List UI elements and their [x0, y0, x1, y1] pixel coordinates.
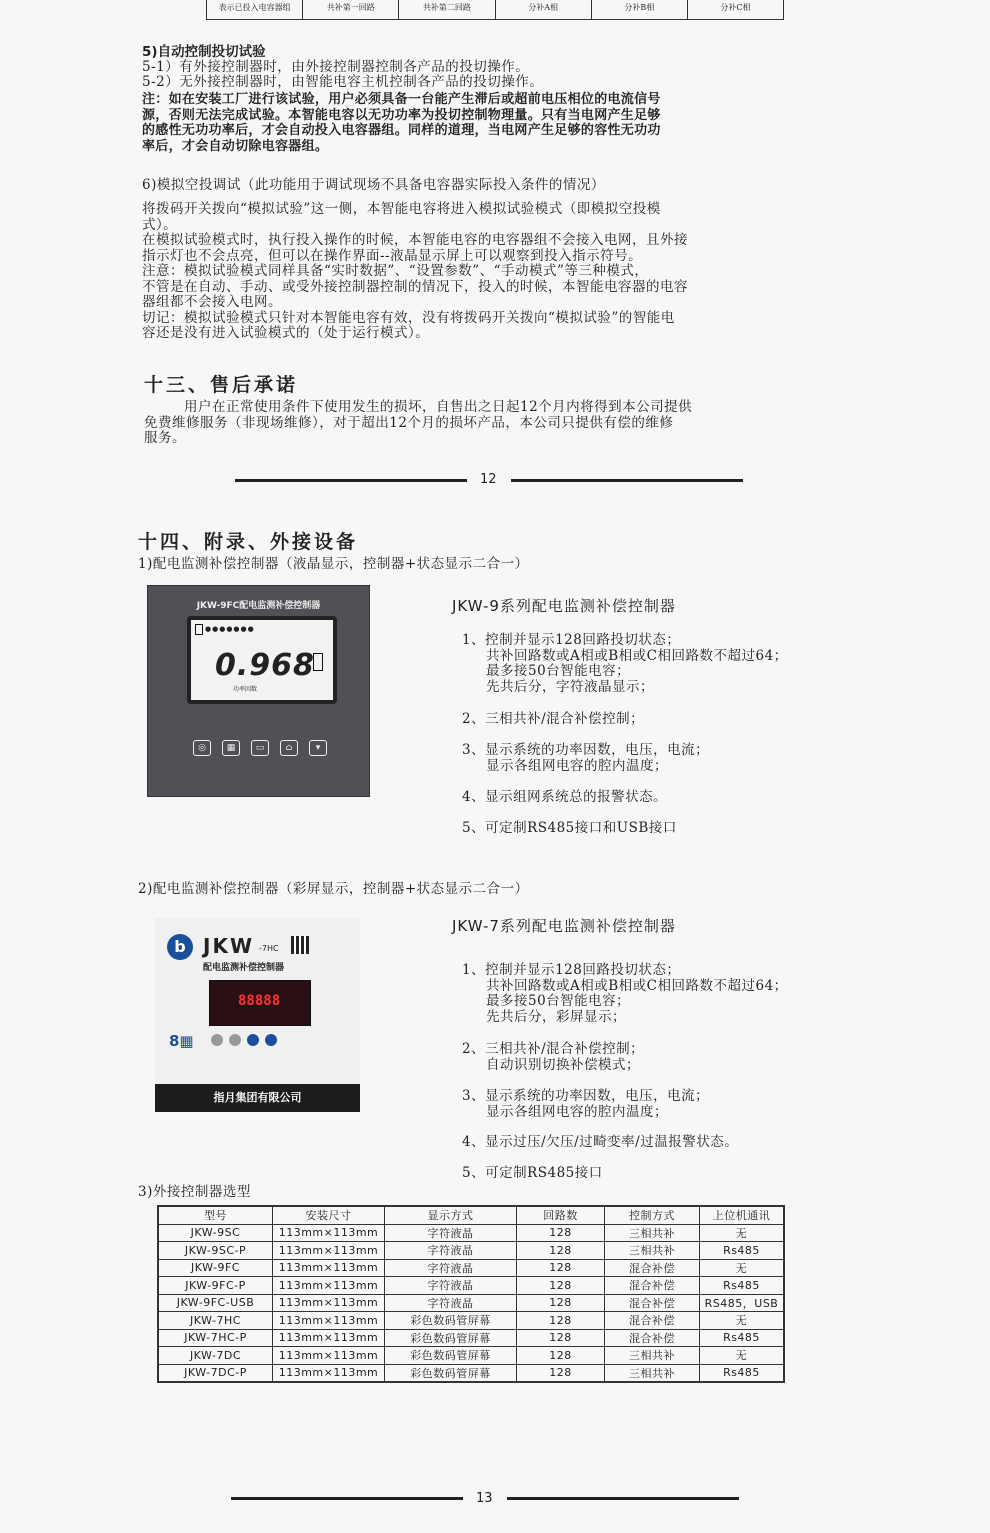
- table-cell: JKW-7HC: [158, 1312, 273, 1330]
- table-cell: 113mm×113mm: [273, 1224, 385, 1242]
- grid-button-icon: ▦: [222, 740, 240, 756]
- enter-button-icon: ▭: [251, 740, 269, 756]
- list-line: 共补回路数或A相或B相或C相回路数不超过64；: [486, 647, 788, 664]
- table-cell: 128: [517, 1312, 605, 1330]
- table-cell: 三相共补: [605, 1242, 700, 1260]
- list-line: 共补回路数或A相或B相或C相回路数不超过64；: [486, 977, 788, 994]
- table-row: [158, 1294, 784, 1312]
- table-cell: 128: [517, 1294, 605, 1312]
- list-line: 3、显示系统的功率因数，电压，电流；: [462, 742, 710, 758]
- table-cell: 128: [517, 1364, 605, 1382]
- dev1-title: JKW-9FC配电监测补偿控制器: [196, 601, 321, 611]
- page-divider-left: [231, 1497, 463, 1500]
- sec5-title: 5)自动控制投切试验: [142, 44, 266, 60]
- table-cell: 三相共补: [605, 1224, 700, 1242]
- down-button-icon: ▾: [309, 740, 327, 756]
- list-line: 3、显示系统的功率因数，电压，电流；: [462, 1088, 710, 1104]
- table-cell: 113mm×113mm: [273, 1242, 385, 1260]
- jkw7-item-3: [462, 1089, 709, 1120]
- table-cell: 113mm×113mm: [273, 1277, 385, 1295]
- sec5-line1: 5-1）有外接控制器时，由外接控制器控制各产品的投切操作。: [142, 59, 530, 75]
- table-cell: 字符液晶: [385, 1259, 517, 1277]
- sec14-sub1: 1)配电监测补偿控制器（液晶显示，控制器+状态显示二合一）: [138, 556, 529, 572]
- header-cell: 回路数: [517, 1206, 605, 1224]
- top-table-cell: 分补B相: [592, 0, 688, 19]
- table-row: [158, 1364, 784, 1382]
- top-table-strip: [206, 0, 784, 20]
- dev2-status-icon: 8▦: [169, 1032, 194, 1050]
- list-line: 先共后分，字符液晶显示；: [486, 678, 654, 695]
- table-cell: 三相共补: [605, 1364, 700, 1382]
- table-row: [158, 1329, 784, 1347]
- sec6-line: 不管是在自动、手动、或受外接控制器控制的情况下，投入的时候，本智能电容器的电容: [142, 278, 688, 295]
- table-cell: Rs485: [700, 1277, 785, 1295]
- sec13-line: 用户在正常使用条件下使用发生的损坏，自售出之日起12个月内将得到本公司提供: [184, 399, 693, 415]
- header-cell: 上位机通讯: [700, 1206, 785, 1224]
- jkw7-item-2: [462, 1042, 644, 1073]
- table-cell: JKW-9FC: [158, 1259, 273, 1277]
- sec6-line: 将拨码开关拨向“模拟试验”这一侧，本智能电容将进入模拟试验模式（即模拟空投模: [142, 201, 661, 217]
- qr-code-icon: [291, 936, 309, 954]
- sec6-line: 式）。: [142, 216, 178, 233]
- jkw9-item-4: 4、显示组网系统总的报警状态。: [462, 789, 668, 805]
- minus-button-icon: [265, 1034, 277, 1046]
- header-cell: 安装尺寸: [273, 1206, 385, 1224]
- table-cell: 混合补偿: [605, 1312, 700, 1330]
- table-cell: 混合补偿: [605, 1277, 700, 1295]
- table-cell: 无: [700, 1347, 785, 1365]
- sec6-line: 切记：模拟试验模式只针对本智能电容有效，没有将拨码开关拨向“模拟试验”的智能电: [142, 309, 675, 326]
- table-cell: JKW-9FC-USB: [158, 1294, 273, 1312]
- page-number-12: 12: [480, 472, 497, 487]
- jkw7-item-4: 4、显示过压/欠压/过畸变率/过温报警状态。: [462, 1134, 739, 1150]
- table-cell: 彩色数码管屏幕: [385, 1347, 517, 1365]
- jkw9-item-1: [462, 633, 788, 695]
- header-cell: 显示方式: [385, 1206, 517, 1224]
- table-cell: 128: [517, 1242, 605, 1260]
- table-cell: 128: [517, 1329, 605, 1347]
- sec13-body: [144, 400, 692, 447]
- jkw7-title: JKW-7系列配电监测补偿控制器: [452, 917, 676, 935]
- table-cell: 无: [700, 1259, 785, 1277]
- dev2-name: 配电监测补偿控制器: [203, 963, 285, 973]
- list-line: 最多接50台智能电容；: [486, 663, 631, 679]
- header-cell: 控制方式: [605, 1206, 700, 1224]
- sec5-note: [142, 92, 661, 154]
- top-table-cell: 共补第二回路: [399, 0, 495, 19]
- sec6-body: [142, 202, 688, 342]
- page-divider-right: [511, 479, 743, 482]
- sec13-line: 服务。: [144, 430, 186, 446]
- table-row: [158, 1259, 784, 1277]
- list-line: 2、三相共补/混合补偿控制；: [462, 1041, 645, 1057]
- sec6-line: 指示灯也不会点亮，但可以在操作界面--液晶显示屏上可以观察到投入指示符号。: [142, 247, 643, 264]
- jkw7-controller-image: [155, 918, 360, 1112]
- note-line: 注：如在安装工厂进行该试验，用户必须具备一台能产生滞后或超前电压相位的电流信号: [142, 92, 661, 107]
- table-cell: 彩色数码管屏幕: [385, 1329, 517, 1347]
- table-cell: Rs485: [700, 1242, 785, 1260]
- table-row: [158, 1277, 784, 1295]
- sec5-line2: 5-2）无外接控制器时，由智能电容主机控制各产品的投切操作。: [142, 74, 544, 90]
- jkw9-item-3: [462, 743, 709, 774]
- table-row: [158, 1347, 784, 1365]
- sec14-sub3: 3)外接控制器选型: [138, 1184, 251, 1200]
- table-cell: JKW-7HC-P: [158, 1329, 273, 1347]
- page-divider-right: [507, 1497, 739, 1500]
- table-cell: JKW-9FC-P: [158, 1277, 273, 1295]
- table-row: [158, 1224, 784, 1242]
- sec14-title: 十四、附录、外接设备: [138, 531, 359, 553]
- table-cell: 113mm×113mm: [273, 1364, 385, 1382]
- table-cell: RS485，USB: [700, 1294, 785, 1312]
- list-line: 最多接50台智能电容；: [486, 993, 631, 1009]
- table-cell: 混合补偿: [605, 1259, 700, 1277]
- lcd-value: 0.968: [215, 648, 315, 683]
- table-cell: 彩色数码管屏幕: [385, 1312, 517, 1330]
- sec14-sub2: 2)配电监测补偿控制器（彩屏显示，控制器+状态显示二合一）: [138, 881, 529, 897]
- sec13-line: 免费维修服务（非现场维修），对于超出12个月的损坏产品，本公司只提供有偿的维修: [144, 414, 674, 431]
- sec6-line: 注意：模拟试验模式同样具备“实时数据”、“设置参数”、“手动模式”等三种模式，: [142, 263, 649, 279]
- sec6-line: 在模拟试验模式时，执行投入操作的时候，本智能电容的电容器组不会接入电网，且外接: [142, 232, 688, 248]
- list-line: 显示各组网电容的腔内温度；: [486, 757, 668, 774]
- page-number-13: 13: [476, 1491, 493, 1506]
- list-line: 1、控制并显示128回路投切状态；: [462, 962, 681, 978]
- button-icon: [229, 1034, 241, 1046]
- dev2-company: 指月集团有限公司: [155, 1084, 360, 1112]
- table-cell: 128: [517, 1347, 605, 1365]
- table-cell: 113mm×113mm: [273, 1347, 385, 1365]
- spec-table: [157, 1205, 785, 1383]
- dev2-model: -7HC: [259, 944, 279, 953]
- sec6-title: 6)模拟空投调试（此功能用于调试现场不具备电容器实际投入条件的情况）: [142, 177, 605, 193]
- table-cell: 128: [517, 1277, 605, 1295]
- table-cell: JKW-9SC: [158, 1224, 273, 1242]
- list-line: 1、控制并显示128回路投切状态；: [462, 632, 681, 648]
- table-cell: 128: [517, 1259, 605, 1277]
- table-cell: 字符液晶: [385, 1294, 517, 1312]
- top-table-cell: 分补C相: [720, 3, 751, 12]
- table-cell: 混合补偿: [605, 1294, 700, 1312]
- table-cell: 混合补偿: [605, 1329, 700, 1347]
- table-cell: 113mm×113mm: [273, 1259, 385, 1277]
- note-line: 的感性无功功率后，才会自动投入电容器组。同样的道理，当电网产生足够的容性无功功: [142, 123, 661, 138]
- table-cell: Rs485: [700, 1364, 785, 1382]
- table-row: [158, 1242, 784, 1260]
- header-cell: 型号: [158, 1206, 273, 1224]
- lcd-screen: [187, 616, 337, 704]
- battery-icon: [195, 624, 203, 635]
- dev2-button-row: [211, 1034, 277, 1046]
- table-cell: 字符液晶: [385, 1224, 517, 1242]
- jkw7-item-5: 5、可定制RS485接口: [462, 1165, 603, 1181]
- capacitor-icon: [313, 653, 323, 671]
- table-cell: 128: [517, 1224, 605, 1242]
- jkw9-title: JKW-9系列配电监测补偿控制器: [452, 597, 676, 615]
- lcd-sub: 功率因数: [233, 686, 258, 693]
- table-cell: 无: [700, 1312, 785, 1330]
- table-cell: 字符液晶: [385, 1242, 517, 1260]
- dev2-brand: JKW: [203, 934, 254, 958]
- button-icon: [211, 1034, 223, 1046]
- table-cell: 字符液晶: [385, 1277, 517, 1295]
- jkw9-controller-image: [147, 585, 370, 797]
- sec6-line: 容还是没有进入试验模式的（处于运行模式）。: [142, 325, 430, 341]
- sec13-title: 十三、售后承诺: [144, 374, 299, 396]
- jkw7-item-1: [462, 963, 788, 1025]
- page-divider-left: [235, 479, 467, 482]
- table-cell: 彩色数码管屏幕: [385, 1364, 517, 1382]
- sec6-line: 器组都不会接入电网。: [142, 294, 282, 310]
- segment-indicator-icon: ●●●●●●●: [205, 625, 255, 633]
- table-cell: JKW-7DC: [158, 1347, 273, 1365]
- top-table-cell: 共补第一回路: [303, 0, 399, 19]
- table-cell: JKW-9SC-P: [158, 1242, 273, 1260]
- plus-button-icon: [247, 1034, 259, 1046]
- button-row: [193, 740, 327, 756]
- table-cell: 三相共补: [605, 1347, 700, 1365]
- table-row: [158, 1312, 784, 1330]
- table-cell: 无: [700, 1224, 785, 1242]
- brand-logo-icon: b: [167, 934, 193, 960]
- table-cell: 113mm×113mm: [273, 1294, 385, 1312]
- up-button-icon: ⌂: [280, 740, 298, 756]
- table-header-row: [158, 1206, 784, 1224]
- top-table-cell: 分补A相: [496, 0, 592, 19]
- table-cell: 113mm×113mm: [273, 1312, 385, 1330]
- led-digits: 88888: [238, 993, 281, 1009]
- jkw9-item-2: 2、三相共补/混合补偿控制；: [462, 711, 645, 727]
- note-line: 源，否则无法完成试验。本智能电容以无功功率为投切控制物理量。只有当电网产生足够: [142, 107, 661, 123]
- list-line: 自动识别切换补偿模式；: [486, 1056, 640, 1073]
- list-line: 先共后分，彩屏显示；: [486, 1008, 626, 1025]
- jkw9-item-5: 5、可定制RS485接口和USB接口: [462, 820, 677, 836]
- table-cell: Rs485: [700, 1329, 785, 1347]
- led-screen: [209, 980, 311, 1026]
- note-line: 率后，才会自动切除电容器组。: [142, 138, 329, 154]
- menu-button-icon: ◎: [193, 740, 211, 756]
- list-line: 显示各组网电容的腔内温度；: [486, 1103, 668, 1120]
- table-cell: 113mm×113mm: [273, 1329, 385, 1347]
- top-table-cell: 表示已投入电容器组: [207, 0, 303, 19]
- table-cell: JKW-7DC-P: [158, 1364, 273, 1382]
